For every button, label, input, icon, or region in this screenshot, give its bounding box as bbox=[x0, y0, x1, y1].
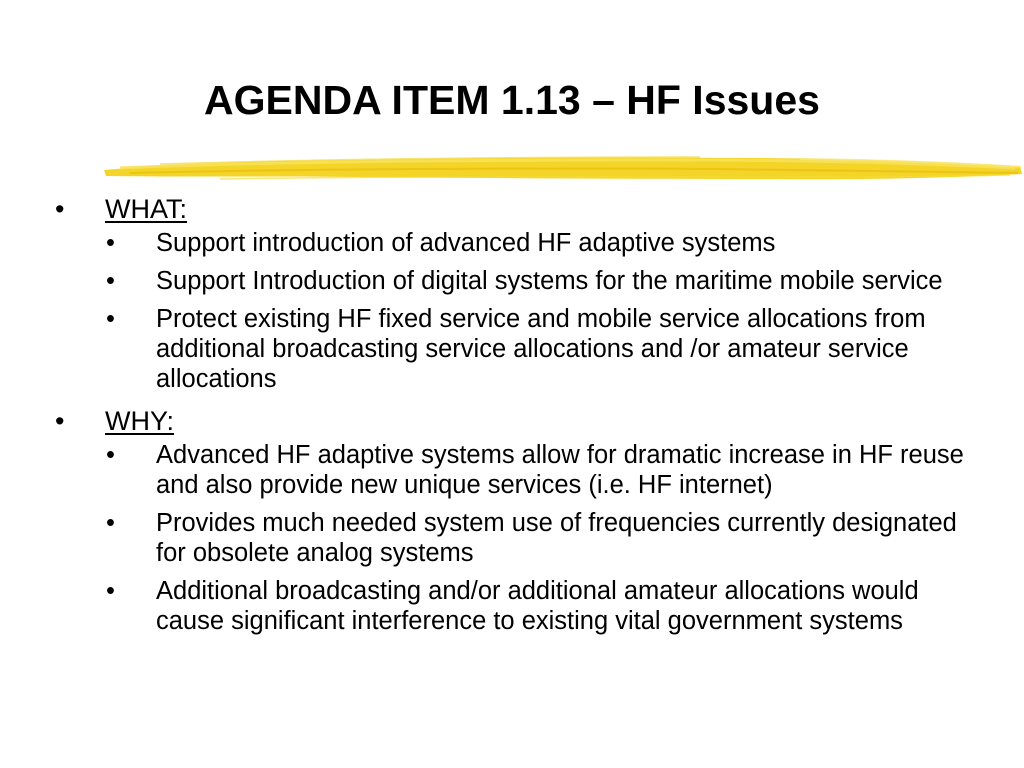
bullet-icon: • bbox=[106, 267, 115, 295]
list-item: • Additional broadcasting and/or additional amateur allocations would cause significant interference to existing vital government systems bbox=[106, 577, 919, 635]
bullet-icon: • bbox=[106, 441, 115, 469]
section-what bbox=[0, 194, 1024, 394]
bullet-icon: • bbox=[106, 305, 115, 333]
list-item: • Support Introduction of digital systems for the maritime mobile service bbox=[106, 267, 943, 295]
section-heading: • WHAT: bbox=[55, 194, 187, 224]
list-item: • Provides much needed system use of frequencies currently designated for obsolete analog systems bbox=[106, 509, 957, 567]
bullet-icon: • bbox=[106, 509, 115, 537]
bullet-icon: • bbox=[55, 406, 65, 436]
section-why bbox=[0, 406, 1024, 636]
bullet-icon: • bbox=[55, 194, 65, 224]
bullet-icon: • bbox=[106, 577, 115, 605]
list-item: • Support introduction of advanced HF adaptive systems bbox=[106, 229, 776, 257]
list-item: • Advanced HF adaptive systems allow for dramatic increase in HF reuse and also provide new unique services (i.e. HF internet) bbox=[106, 441, 964, 499]
bullet-icon: • bbox=[106, 229, 115, 257]
yellow-brush-stroke-divider bbox=[100, 146, 1024, 190]
slide-title: AGENDA ITEM 1.13 – HF Issues bbox=[204, 77, 820, 123]
slide-body bbox=[0, 190, 1024, 644]
section-heading: • WHY: bbox=[55, 406, 175, 436]
list-item: • Protect existing HF fixed service and mobile service allocations from additional broadcasting service allocations and /or amateur service allocations bbox=[106, 305, 926, 393]
